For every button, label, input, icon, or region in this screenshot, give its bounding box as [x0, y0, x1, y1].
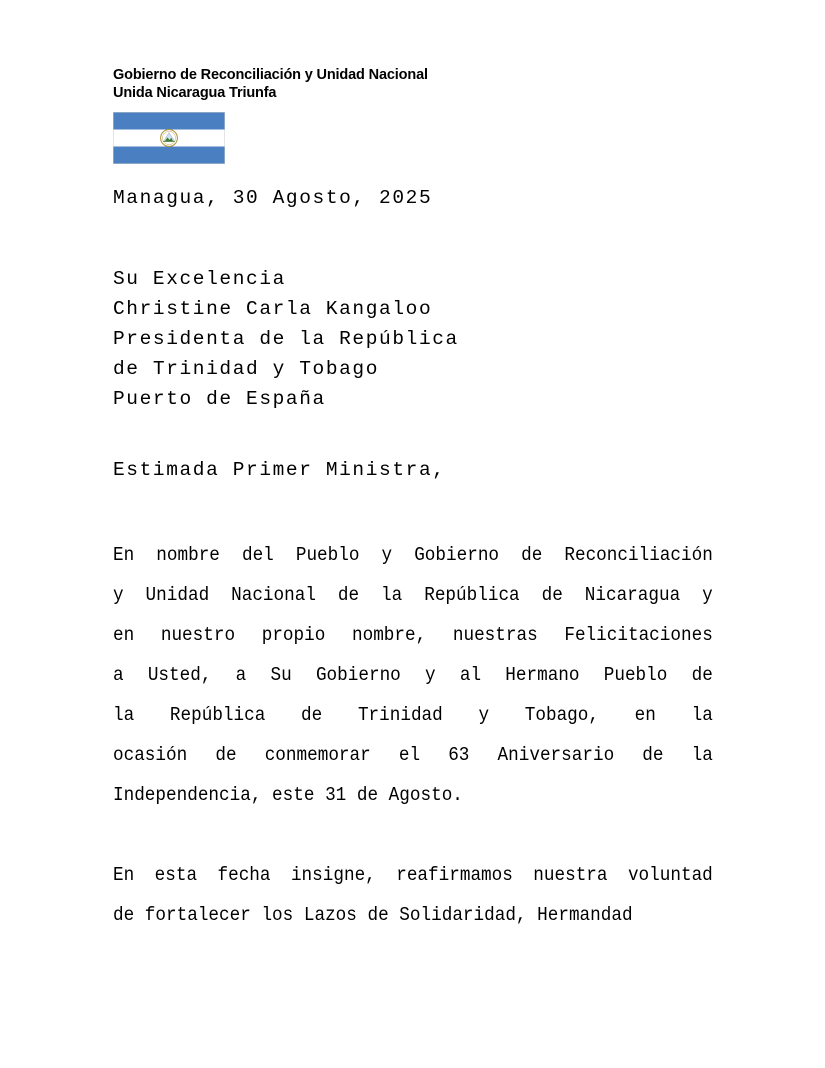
body-word: Gobierno — [315, 664, 401, 686]
addressee-line: Christine Carla Kangaloo — [113, 298, 433, 320]
body-word: el — [398, 744, 421, 766]
body-word: 63 — [448, 744, 470, 766]
body-word: ocasión — [113, 744, 188, 766]
body-word: Pueblo — [295, 544, 360, 566]
body-word: en — [634, 704, 656, 726]
body-word: República — [169, 704, 266, 726]
salutation: Estimada Primer Ministra, — [113, 459, 446, 481]
body-line — [113, 695, 713, 735]
body-word: República — [424, 584, 520, 606]
body-line — [113, 855, 713, 895]
body-word: Tobago, — [524, 704, 599, 726]
body-paragraph-1 — [113, 535, 713, 815]
body-word: de — [642, 744, 664, 766]
body-line — [113, 535, 713, 575]
body-word: esta — [154, 864, 198, 886]
body-word: a — [235, 664, 247, 686]
body-word: En — [113, 864, 135, 886]
body-word: nombre, — [351, 624, 427, 646]
body-word: al — [459, 664, 482, 686]
body-line — [113, 775, 713, 815]
body-word: conmemorar — [264, 744, 371, 766]
body-word: Independencia, — [113, 784, 262, 806]
body-word: la — [691, 704, 713, 726]
body-word: de — [691, 664, 713, 686]
body-word: Usted, — [147, 664, 212, 686]
letterhead-line-1: Gobierno de Reconciliación y Unidad Nacional — [113, 67, 428, 83]
letterhead-line-2: Unida Nicaragua Triunfa — [113, 85, 277, 101]
body-word: de — [521, 544, 543, 566]
body-word: reafirmamos — [396, 864, 513, 886]
body-word: y — [113, 584, 124, 606]
body-word: 31 — [325, 784, 347, 806]
body-word: la — [381, 584, 403, 606]
body-word: Pueblo — [603, 664, 668, 686]
body-word: y — [425, 664, 436, 686]
body-word: nuestra — [533, 864, 608, 886]
body-word: de — [356, 784, 379, 806]
body-word: insigne, — [290, 864, 376, 886]
body-line — [113, 895, 713, 935]
body-word: Trinidad — [357, 704, 443, 726]
body-word: Gobierno — [414, 544, 500, 566]
body-word: fortalecer — [144, 904, 251, 926]
body-line — [113, 615, 713, 655]
body-word: Nicaragua — [584, 584, 681, 606]
body-word: y — [478, 704, 490, 726]
date-line: Managua, 30 Agosto, 2025 — [113, 187, 433, 209]
addressee-block — [113, 264, 459, 414]
body-line — [113, 655, 713, 695]
body-word: Su — [270, 664, 292, 686]
body-word: a — [113, 664, 124, 686]
body-word: voluntad — [627, 864, 713, 886]
addressee-line: Presidenta de la República — [113, 328, 459, 350]
body-word: de — [337, 584, 360, 606]
body-word: de — [541, 584, 563, 606]
body-word: Aniversario — [497, 744, 615, 766]
body-line — [113, 735, 713, 775]
body-word: de — [215, 744, 237, 766]
body-line — [113, 575, 713, 615]
body-word: nombre — [156, 544, 220, 566]
addressee-line: Puerto de España — [113, 388, 326, 410]
body-word: nuestro — [160, 624, 236, 646]
body-word: Nacional — [231, 584, 316, 606]
body-word: este — [272, 784, 315, 806]
body-word: los — [261, 904, 294, 926]
body-word: la — [691, 744, 713, 766]
body-word: En — [113, 544, 135, 566]
body-word: y — [702, 584, 713, 606]
body-word: Felicitaciones — [564, 624, 713, 646]
body-word: de — [113, 904, 135, 926]
addressee-line: Su Excelencia — [113, 268, 286, 290]
letterhead — [113, 66, 733, 102]
body-word: la — [113, 704, 135, 726]
nicaragua-flag-icon — [113, 112, 225, 164]
body-word: Lazos — [303, 904, 357, 926]
body-word: Reconciliación — [564, 544, 713, 566]
addressee-line: de Trinidad y Tobago — [113, 358, 380, 380]
body-word: de — [367, 904, 389, 926]
body-word: Agosto. — [388, 784, 463, 806]
body-word: y — [381, 544, 393, 566]
body-word: Hermano — [505, 664, 580, 686]
body-word: Solidaridad, — [399, 904, 527, 926]
body-word: de — [301, 704, 323, 726]
body-word: Hermandad — [537, 904, 633, 926]
body-word: del — [241, 544, 274, 566]
body-word: nuestras — [452, 624, 538, 646]
body-word: Unidad — [145, 584, 210, 606]
body-word: propio — [261, 624, 326, 646]
body-paragraph-2 — [113, 855, 713, 935]
body-word: en — [113, 624, 135, 646]
body-word: fecha — [217, 864, 271, 886]
